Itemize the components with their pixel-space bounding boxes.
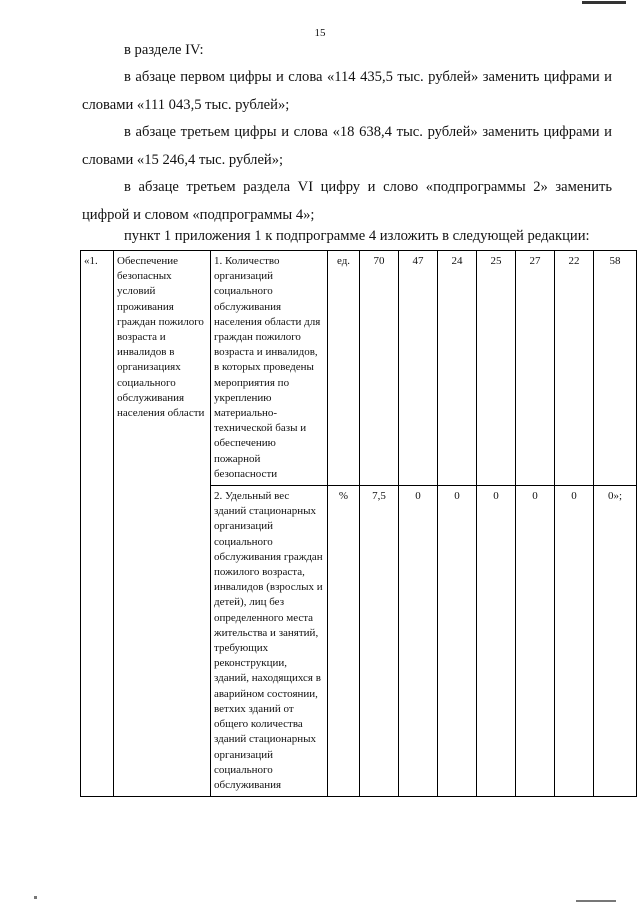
indicator-cell: 2. Удельный вес зданий стационарных организаций социального обслуживания граждан пожилого возраста, инвалидов (взрослых и детей), лиц без определенного места жительства и занятий, требующих реконструкции, зданий, находящихся в аварийном состоянии, ветхих зданий от общего количества зданий стационарных организаций социального обслуживания xyxy=(211,486,328,797)
goal-cell: Обеспечение безопасных условий проживания граждан пожилого возраста и инвалидов в организациях социального обслуживания населения области xyxy=(114,251,211,797)
scan-mark-top xyxy=(582,1,626,4)
paragraph-amendment-4: пункт 1 приложения 1 к подпрограмме 4 изложить в следующей редакции: xyxy=(124,228,590,244)
paragraph-section-iv: в разделе IV: xyxy=(124,42,204,58)
value-cell: 0 xyxy=(399,486,438,797)
value-cell: 70 xyxy=(360,251,399,486)
value-cell: 47 xyxy=(399,251,438,486)
table-row xyxy=(81,251,637,486)
value-cell: 22 xyxy=(555,251,594,486)
value-cell: 0 xyxy=(438,486,477,797)
indicator-cell: 1. Количество организаций социального обслуживания населения области для граждан пожилого возраста и инвалидов, в которых проведены мероприятия по укреплению материально-технической базы и обеспечению пожарной безопасности xyxy=(211,251,328,486)
value-cell: 25 xyxy=(477,251,516,486)
paragraph-amendment-3: в абзаце третьем раздела VI цифру и слово «подпрограммы 2» заменить цифрой и словом «подпрограммы 4»; xyxy=(82,179,612,223)
unit-cell: ед. xyxy=(328,251,360,486)
page-number: 15 xyxy=(314,27,326,39)
indicators-table xyxy=(80,250,637,797)
value-cell: 24 xyxy=(438,251,477,486)
value-cell: 0 xyxy=(516,486,555,797)
value-cell: 27 xyxy=(516,251,555,486)
scan-mark-bottom-right xyxy=(576,900,616,902)
value-cell: 0 xyxy=(555,486,594,797)
value-cell: 7,5 xyxy=(360,486,399,797)
paragraph-amendment-2: в абзаце третьем цифры и слова «18 638,4 тыс. рублей» заменить цифрами и словами «15 246,4 тыс. рублей»; xyxy=(82,124,612,168)
scan-mark-bottom-left xyxy=(34,896,37,899)
row-number-cell: «1. xyxy=(81,251,114,797)
unit-cell: % xyxy=(328,486,360,797)
value-cell: 0»; xyxy=(594,486,637,797)
paragraph-amendment-1: в абзаце первом цифры и слова «114 435,5 тыс. рублей» заменить цифрами и словами «111 043,5 тыс. рублей»; xyxy=(82,69,612,113)
value-cell: 0 xyxy=(477,486,516,797)
value-cell: 58 xyxy=(594,251,637,486)
